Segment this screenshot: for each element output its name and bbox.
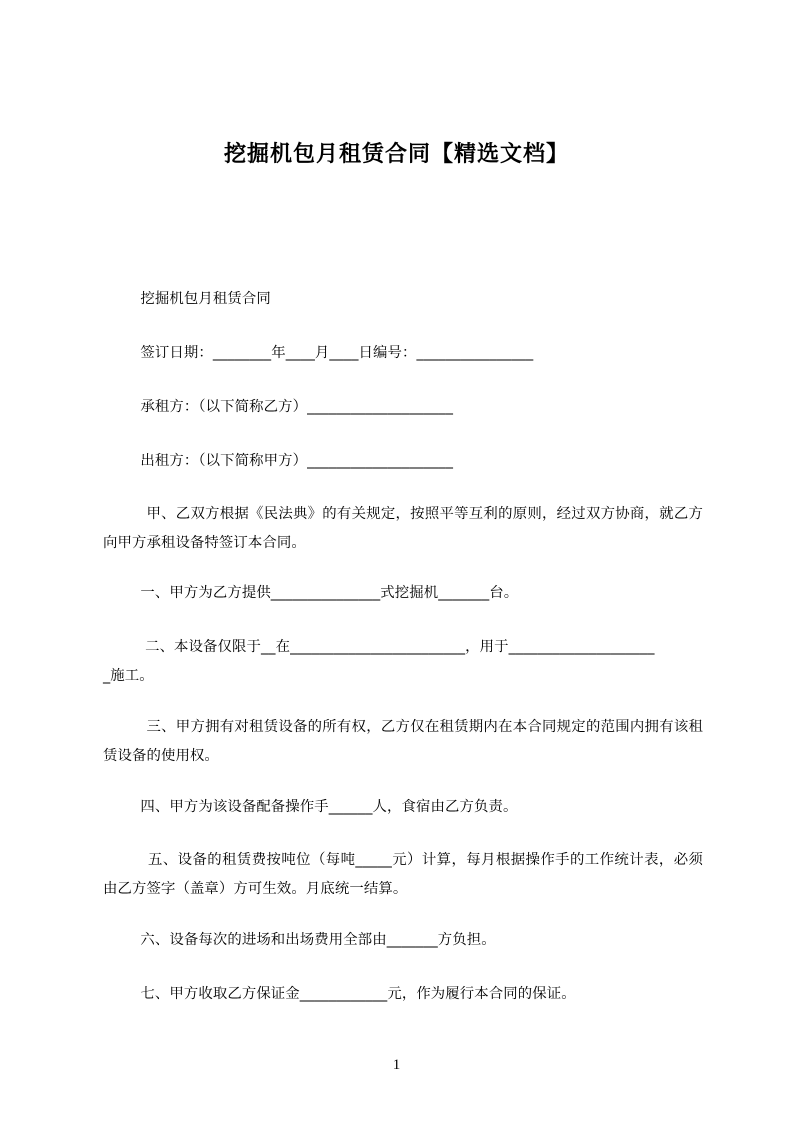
signing-date-line: 签订日期：________年____月____日编号：________________: [103, 345, 534, 361]
preamble-paragraph: 甲、乙双方根据《民法典》的有关规定，按照平等互利的原则，经过双方协商，就乙方向甲方承租设备特签订本合同。: [103, 506, 703, 551]
clause-4: 四、甲方为该设备配备操作手______人，食宿由乙方负责。: [103, 799, 518, 815]
clause-1: 一、甲方为乙方提供_______________式挖掘机_______台。: [103, 585, 519, 601]
page-number: 1: [392, 1057, 401, 1073]
contract-name: 挖掘机包月租赁合同: [103, 291, 271, 307]
clause-6: 六、设备每次的进场和出场费用全部由_______方负担。: [103, 932, 496, 948]
lessor-line: 出租方：（以下简称甲方）____________________: [103, 453, 453, 469]
document-title: 挖掘机包月租赁合同【精选文档】: [223, 142, 569, 167]
clause-2: 二、本设备仅限于__在________________________，用于____________________ _施工。: [103, 639, 655, 684]
clause-5: 五、设备的租赁费按吨位（每吨_____元）计算，每月根据操作手的工作统计表，必须由乙方签字（盖章）方可生效。月底统一结算。: [103, 852, 703, 897]
clause-3: 三、甲方拥有对租赁设备的所有权，乙方仅在租赁期内在本合同规定的范围内拥有该租赁设备的使用权。: [103, 719, 703, 764]
lessee-line: 承租方：（以下简称乙方）____________________: [103, 399, 453, 415]
clause-7: 七、甲方收取乙方保证金____________元，作为履行本合同的保证。: [103, 986, 576, 1002]
